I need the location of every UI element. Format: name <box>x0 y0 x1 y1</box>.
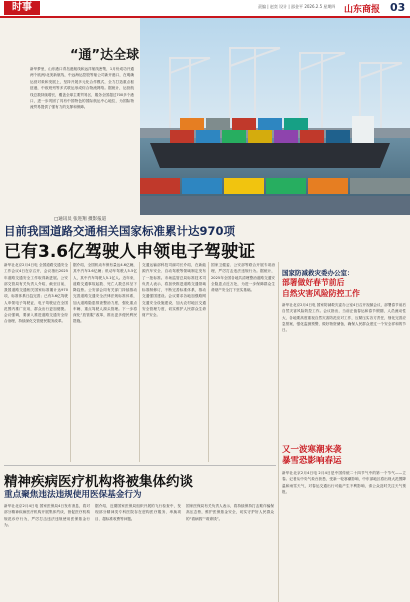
medical-story-col-2: 据介绍，近期国家医保局组织开展的飞行检查中，发现部分精神类专科医院存在虚构医疗服务、串换项目、超标准收费等问题。 <box>95 504 181 521</box>
main-story-col-1: 新华社北京2月4日电 全国道路交通安全工作会议4日在京召开，会议指出2025年道路交通安全工作取得新进展。公安部交管局有关负责人介绍，截至目前，我国道路交通相关国家标准累计达970项，标准体系日趋完善；已有3.6亿驾驶人申领电子驾驶证，电子驾驶证在全国范围内推广应用，群众出行更加便捷。会议强调，要深入推进道路交通安全综合治理，持续深化交管便民服务改革。 <box>4 263 68 324</box>
column-divider <box>208 262 209 462</box>
main-headline: 已有3.6亿驾驶人申领电子驾驶证 <box>4 242 256 262</box>
lead-story-credit: □通讯员 张进翔 摄影报道 <box>54 217 107 222</box>
section-tag: 时事 <box>4 1 40 15</box>
column-divider <box>278 262 279 602</box>
side-story-headline-1: 部署做好春节前后 <box>282 278 345 287</box>
section-divider <box>4 465 276 466</box>
weather-headline-2: 暴雪恐影响春运 <box>282 456 342 466</box>
header-meta: 责编 | 赵奕 设计 | 邵金平 2026.2.5 星期四 <box>258 4 336 9</box>
medical-story-col-3: 国家医保局有关负责人表示，将持续保持打击欺诈骗保高压态势，维护医保基金安全，切实守护好人民群众的“看病钱”“救命钱”。 <box>186 504 274 521</box>
side-story-kicker: 国家防减救灾委办公室： <box>282 269 354 277</box>
weather-headline-1: 又一波寒潮来袭 <box>282 445 342 455</box>
main-story-col-3: 交通运输部科技司副司长介绍，在新能源汽车安全、自动驾驶等领域制定发布了一批标准。市场监管总局标准技术司负责人表示，将加快推进道路交通领域标准制修订，不断完善标准体系，推动交通强国建设。会议要求各地加强路网交通安全设施建设，加大农村地区交通安全管理力度，切实维护人民群众生命财产安全。 <box>142 263 206 317</box>
weather-story-body: 新华社北京2月4日电 2月4日是中国传统二十四节气中的第一个节气——立春。记者从中央气象台获悉，受新一轮寒潮影响，中东部地区将出现大范围降温和雨雪天气，对春运交通出行可能产生不利影响，请公众及时关注天气预报。 <box>282 471 406 494</box>
main-headline-kicker: 目前我国道路交通相关国家标准累计达970项 <box>4 224 236 238</box>
medical-headline: 精神疾病医疗机构将被集体约谈 <box>4 474 193 490</box>
lead-story-title: “通”达全球 <box>70 48 140 63</box>
column-divider <box>70 262 71 462</box>
newspaper-brand: 山东商报 <box>344 5 381 15</box>
medical-subheadline: 重点聚焦违法违规使用医保基金行为 <box>4 490 142 500</box>
side-story-headline-2: 自然灾害风险防控工作 <box>282 289 360 298</box>
lead-story-body: 新华梦里，山东港口青岛港航线和远洋航线密集，1月份成功开通两个欧洲/北美新航线，中远海运控股等船公司新开港口，在明确运营对象和发展上，坚持开展多元化合作模式，全力打造重点枢纽港，中欧班列等多式联运形成综合物流网络。据统计，运营航线总数持续增长，覆盖全球主要贸易区，服务全国超过700多个港口，进一步巩固了具有中国特色的国际航运中心地位，为国际物流贸易提供了强有力的支撑和保障。 <box>30 67 134 110</box>
side-story-body: 新华社北京2月4日电 国家防减救灾委办公室4日召开视频会议，部署春节前后自然灾害风险防控工作。会议指出，当前正值春运和春节假期，人员流动性大，各地要高度重视自然灾害防范应对工作，压紧压实各方责任，细化完善应急预案，强化监测预警，做好物资储备，确保人民群众度过一个安全祥和的节日。 <box>282 303 406 332</box>
port-illustration <box>140 18 410 215</box>
port-photo <box>140 18 410 215</box>
medical-story-col-1: 新华社北京2月4日电 国家医保局4日发布消息，将对部分精神疾病医疗机构开展集体约谈，督促医疗机构规范诊疗行为，严厉打击违法违规使用医保基金行为。 <box>4 504 90 527</box>
column-divider <box>139 262 140 462</box>
main-story-col-4: 国家卫健委、公安部等联合开展专项治理，严厉打击违法违规行为。据统计，2025年全国各地共清理整治道路交通安全隐患点近万处，为进一步保障群众生命财产安全打下坚实基础。 <box>211 263 275 292</box>
page-number: 03 <box>390 1 406 14</box>
main-story-col-2: 据介绍，全国机动车保有量达4.6亿辆，其中汽车3.6亿辆；机动车驾驶人5.5亿人，其中汽车驾驶人5.1亿人。近年来，道路交通事故起数、死亡人数总体呈下降趋势。公安部会同有关部门持续推动完善道路交通安全法律法规标准体系，加大道路隐患排查整治力度，强化重点车辆、重点驾驶人源头管理。下一步将深化“放管服”改革，推出更多便民利民措施。 <box>73 263 137 324</box>
